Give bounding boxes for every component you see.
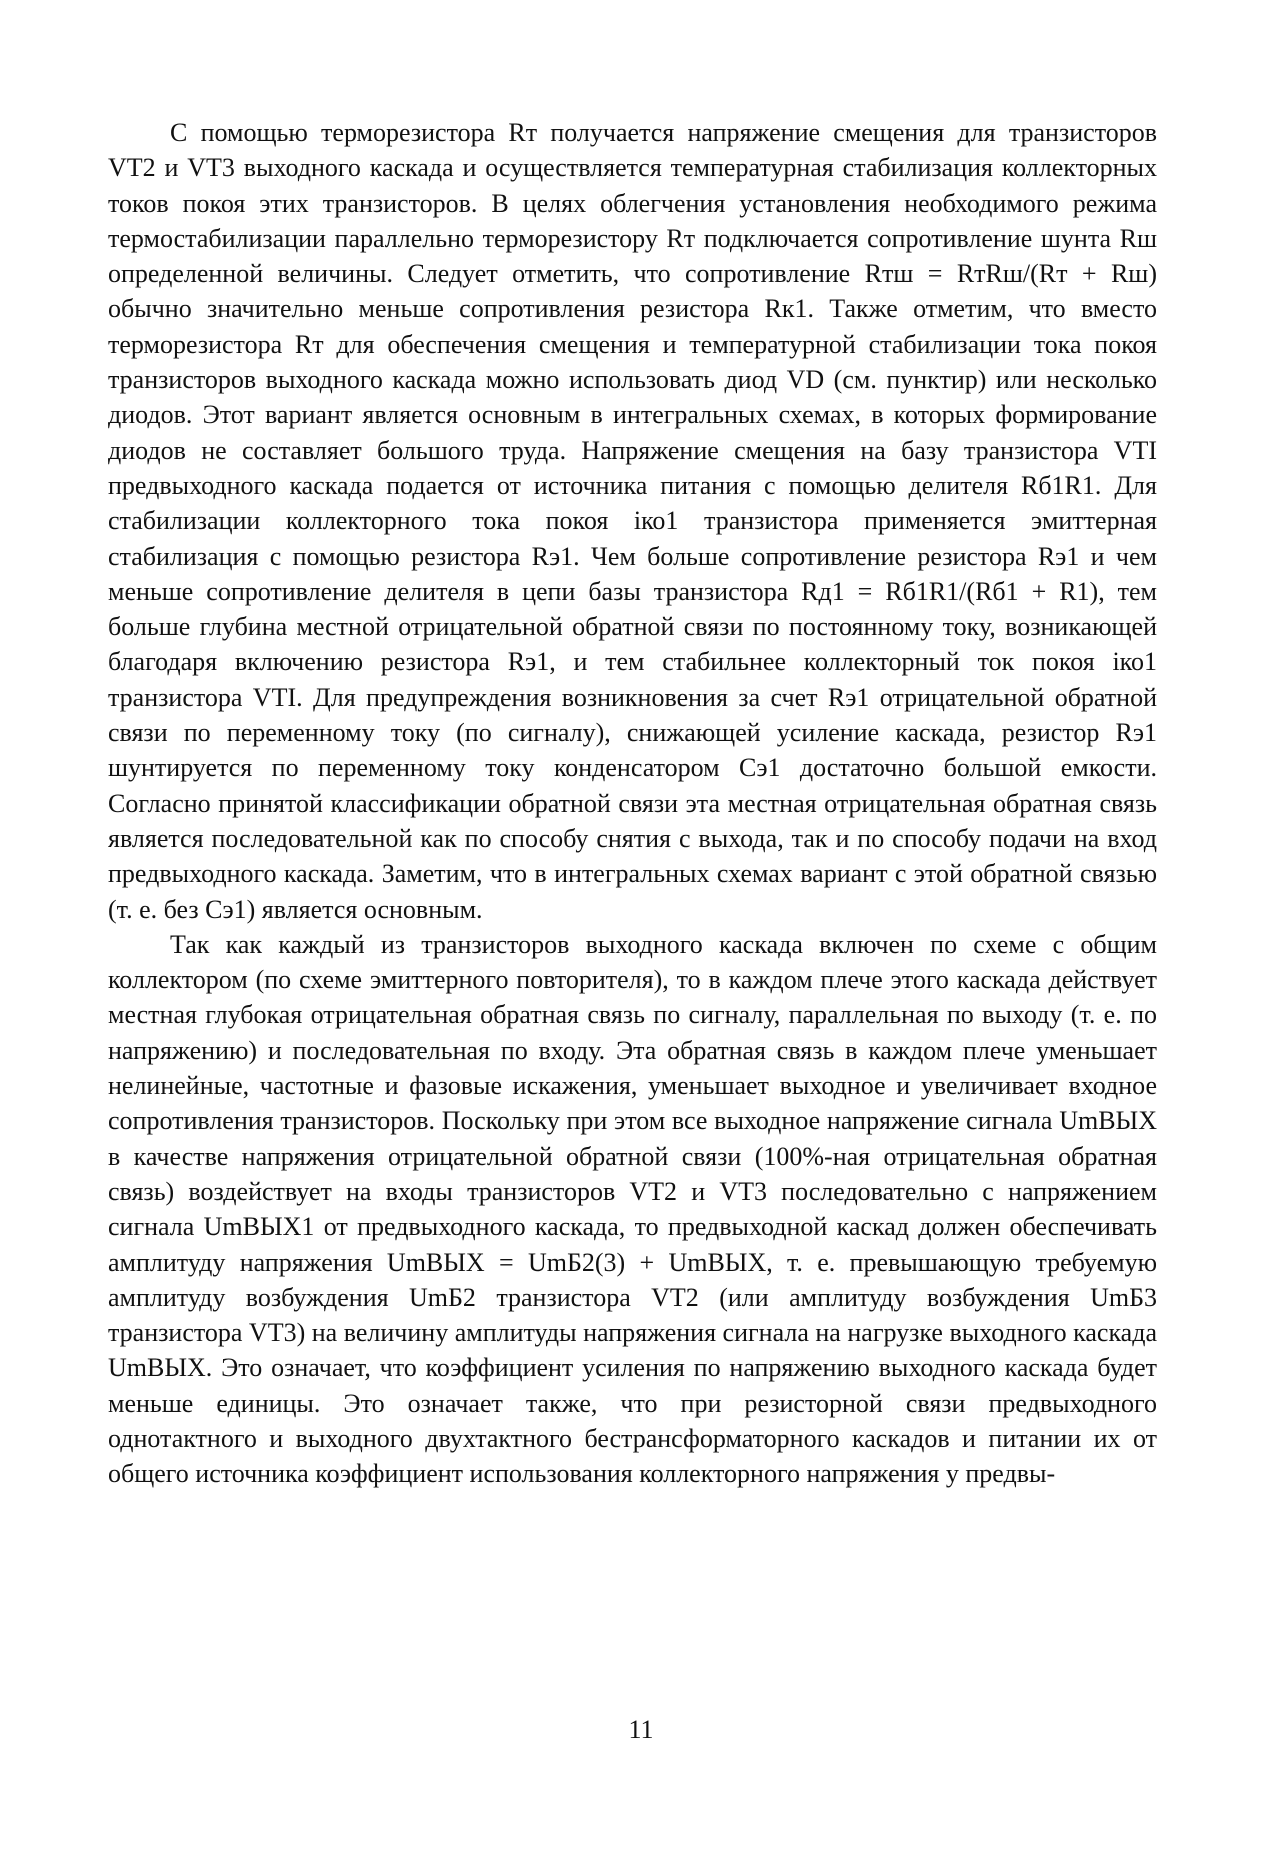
- paragraph-thermistor-bias: С помощью терморезистора Rт получается напряжение смещения для транзисторов VT2 и VT3 выходного каскада и осуществляется температурная стабилизация коллекторных токов покоя этих транзисторов. В целях облегчения установления необходимого режима термостабилизации параллельно терморезистору Rт подключается сопротивление шунта Rш определенной величины. Следует отметить, что сопротивление Rтш = RтRш/(Rт + Rш) обычно значительно меньше сопротивления резистора Rк1. Также отметим, что вместо терморезистора Rт для обеспечения смещения и температурной стабилизации тока покоя транзисторов выходного каскада можно использовать диод VD (см. пунктир) или несколько диодов. Этот вариант является основным в интегральных схемах, в которых формирование диодов не составляет большого труда. Напряжение смещения на базу транзистора VTI предвыходного каскада подается от источника питания с помощью делителя Rб1R1. Для стабилизации коллекторного тока покоя iко1 транзистора применяется эмиттерная стабилизация с помощью резистора Rэ1. Чем больше сопротивление резистора Rэ1 и чем меньше сопротивление делителя в цепи базы транзистора Rд1 = Rб1R1/(Rб1 + R1), тем больше глубина местной отрицательной обратной связи по постоянному току, возникающей благодаря включению резистора Rэ1, и тем стабильнее коллекторный ток покоя iко1 транзистора VTI. Для предупреждения возникновения за счет Rэ1 отрицательной обратной связи по переменному току (по сигналу), снижающей усиление каскада, резистор Rэ1 шунтируется по переменному току конденсатором Cэ1 достаточно большой емкости. Согласно принятой классификации обратной связи эта местная отрицательная обратная связь является последовательной как по способу снятия с выхода, так и по способу подачи на вход предвыходного каскада. Заметим, что в интегральных схемах вариант с этой обратной связью (т. е. без Cэ1) является основным.: [108, 118, 1157, 924]
- paragraph-output-stage-feedback: Так как каждый из транзисторов выходного каскада включен по схеме с общим коллектором (по схеме эмиттерного повторителя), то в каждом плече этого каскада действует местная глубокая отрицательная обратная связь по сигналу, параллельная по выходу (т. е. по напряжению) и последовательная по входу. Эта обратная связь в каждом плече уменьшает нелинейные, частотные и фазовые искажения, уменьшает выходное и увеличивает входное сопротивления транзисторов. Поскольку при этом все выходное напряжение сигнала UmВЫХ в качестве напряжения отрицательной обратной связи (100%-ная отрицательная обратная связь) воздействует на входы транзисторов VT2 и VT3 последовательно с напряжением сигнала UmВЫХ1 от предвыходного каскада, то предвыходной каскад должен обеспечивать амплитуду напряжения UmВЫХ = UmБ2(3) + UmВЫХ, т. е. превышающую требуемую амплитуду возбуждения UmБ2 транзистора VT2 (или амплитуду возбуждения UmБ3 транзистора VT3) на величину амплитуды напряжения сигнала на нагрузке выходного каскада UmВЫХ. Это означает, что коэффициент усиления по напряжению выходного каскада будет меньше единицы. Это означает также, что при резисторной связи предвыходного однотактного и выходного двухтактного бестрансформаторного каскадов и питании их от общего источника коэффициент использования коллекторного напряжения у предвы-: [108, 929, 1157, 1489]
- body-text: [108, 115, 1157, 1492]
- page-number: 11: [628, 1715, 654, 1744]
